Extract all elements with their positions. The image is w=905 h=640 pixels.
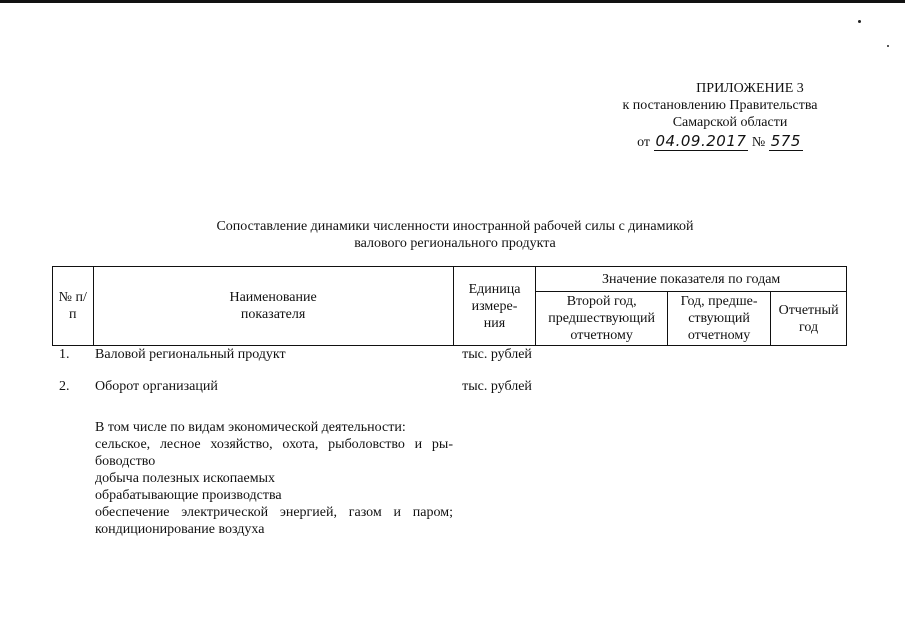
header-unit-label: Единица измере-ния: [468, 281, 521, 331]
header-number: [53, 267, 94, 346]
handwritten-number: 575: [770, 132, 801, 150]
breakdown-item: сельское, лесное хозяйство, охота, рыболовство и ры-боводство: [95, 437, 453, 469]
appendix-line-2: Самарской области: [672, 115, 788, 130]
breakdown-text: [95, 419, 453, 538]
appendix-title: ПРИЛОЖЕНИЕ 3: [696, 81, 804, 96]
document-title: [160, 218, 750, 252]
document-title-line-1: Сопоставление динамики численности иностранной рабочей силы с динамикой: [216, 219, 694, 234]
activity-breakdown: [52, 419, 852, 538]
scan-speck: [887, 45, 889, 47]
row-unit: тыс. рублей: [462, 347, 532, 362]
header-year-1-label: Второй год, предшествующий отчетному: [548, 294, 655, 343]
header-name: [93, 267, 453, 346]
appendix-date-line: [560, 133, 880, 150]
appendix-line-1: к постановлению Правительства: [622, 98, 818, 113]
header-unit: [453, 267, 536, 346]
document-title-line-2: валового регионального продукта: [354, 236, 556, 251]
breakdown-intro: В том числе по видам экономической деятельности:: [95, 420, 406, 435]
breakdown-item: обеспечение электрической энергией, газом и паром; кондиционирование воздуха: [95, 505, 453, 537]
handwritten-date: 04.09.2017: [655, 132, 747, 150]
breakdown-item: добыча полезных ископаемых: [95, 471, 275, 486]
header-year-3-label: Отчетный год: [778, 302, 839, 335]
indicators-table: [52, 266, 847, 346]
appendix-block: [560, 80, 880, 150]
table-body: [52, 346, 852, 538]
scan-top-border: [0, 0, 905, 3]
header-years-group: [536, 267, 847, 292]
header-years-group-label: Значение показателя по годам: [602, 271, 781, 287]
header-year-3: [771, 292, 847, 346]
header-year-2-label: Год, предше-ствующий отчетному: [680, 294, 758, 343]
row-unit: тыс. рублей: [462, 379, 532, 394]
scan-speck: [858, 20, 861, 23]
header-year-1: [536, 292, 668, 346]
header-year-2: [667, 292, 770, 346]
row-number: 1.: [59, 347, 70, 362]
date-prefix: от: [637, 135, 651, 150]
breakdown-item: обрабатывающие производства: [95, 488, 282, 503]
header-name-label: Наименование показателя: [229, 290, 317, 322]
number-prefix: №: [751, 135, 766, 150]
table-row: [52, 346, 852, 378]
row-number: 2.: [59, 379, 70, 394]
table-row: [52, 378, 852, 419]
row-name: Оборот организаций: [95, 379, 218, 394]
header-number-label: № п/п: [58, 290, 87, 322]
table-header-row: [53, 267, 847, 292]
row-name: Валовой региональный продукт: [95, 347, 286, 362]
